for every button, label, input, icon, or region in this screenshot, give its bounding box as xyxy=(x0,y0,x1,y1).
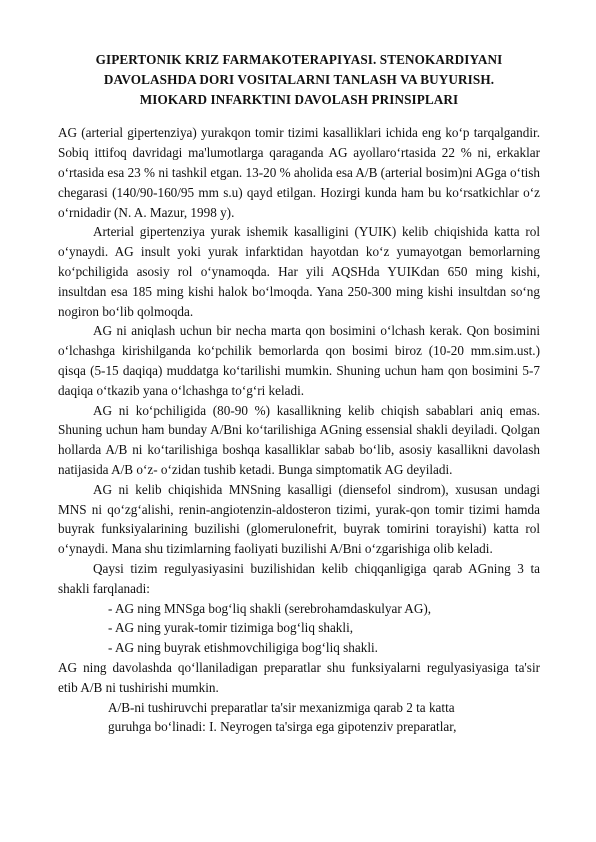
paragraph-mns: AG ni kelib chiqishida MNSning kasalligi (diensefol sindrom), xususan undagi MNS ni qo‘zg‘alishi, renin-angiotenzin-aldosteron tizimi, yurak-qon tomir tizimi hamda buyrak funksiyalarining buzilishi (glomerulonefrit, buyrak tomirini torayishi) katta rol o‘ynaydi. Mana shu tizimlarning faoliyati buzilishi A/Bni o‘zgarishiga olib keladi. xyxy=(58,481,540,557)
closing-line-2: guruhga bo‘linadi: I. Neyrogen ta'sirga ega gipotenziv preparatlar, xyxy=(108,719,457,735)
document-page xyxy=(58,50,540,737)
paragraph-treatment: AG ning davolashda qo‘llaniladigan preparatlar shu funksiyalarni regulyasiyasiga ta'sir etib A/B ni tushirishi mumkin. xyxy=(58,659,540,695)
closing-line-1: A/B-ni tushiruvchi preparatlar ta'sir mexanizmiga qarab 2 ta katta xyxy=(108,699,455,715)
paragraph-essential-ag: AG ni ko‘pchiligida (80-90 %) kasallikning kelib chiqish sabablari aniq emas. Shuning uchun ham bunday A/Bni ko‘tarilishiga AGning essensial shakli deyiladi. Qolgan hollarda A/B ni ko‘tarilishiga boshqa kasalliklar sabab bo‘lib, asosiy kasallikni davolash natijasida A/B o‘z- o‘zidan tushib ketadi. Bunga simptomatik AG deyiladi. xyxy=(58,402,540,477)
page-title xyxy=(58,50,540,109)
list-item: - AG ning yurak-tomir tizimiga bog‘liq shakli, xyxy=(108,620,354,636)
paragraph-intro: AG (arterial gipertenziya) yurakqon tomir tizimi kasalliklari ichida eng ko‘p tarqalgandir. Sobiq ittifoq davridagi ma'lumotlarga qaraganda AG ayollaro‘rtasida 22 % ni, erkaklar o‘rtasida esa 23 % ni tashkil etgan. 13-20 % aholida esa A/B (arterial bosim)ni AGga o‘tish chegarasi (140/90-160/95 mm s.u) qayd etilgan. Hozirgi kunda ham bu ko‘rsatkichlar o‘z o‘rnidadir (N. A. Mazur, 1998 y). xyxy=(58,125,540,220)
paragraph-yuik: Arterial gipertenziya yurak ishemik kasalligini (YUIK) kelib chiqishida katta rol o‘ynaydi. AG insult yoki yurak infarktidan hayotdan ko‘z yumayotgan bemorlarning ko‘pchiligida asosiy rol o‘ynamoqda. Har yili AQSHda YUIKdan 650 ming kishi, insultdan esa 185 ming kishi halok bo‘lmoqda. Yana 250-300 ming kishi insultdan so‘ng nogiron bo‘lib qolmoqda. xyxy=(58,224,540,319)
paragraph-measurement: AG ni aniqlash uchun bir necha marta qon bosimini o‘lchash kerak. Qon bosimini o‘lchashga kirishilganda ko‘pchilik bemorlarda qon bosimi biroz (10-20 mm.sim.ust.) qisqa (5-15 daqiqa) muddatga ko‘tarilishi mumkin. Shuning uchun ham qon bosimini 5-7 daqiqa o‘tkazib yana o‘lchashga to‘g‘ri keladi. xyxy=(58,323,540,398)
title-line-2: DAVOLASHDA DORI VOSITALARNI TANLASH VA BUYURISH. xyxy=(103,71,495,87)
list-item: - AG ning MNSga bog‘liq shakli (serebrohamdaskulyar AG), xyxy=(108,600,432,616)
title-line-3: MIOKARD INFARKTINI DAVOLASH PRINSIPLARI xyxy=(139,91,459,107)
forms-list xyxy=(58,599,540,658)
title-line-1: GIPERTONIK KRIZ FARMAKOTERAPIYASI. STENOKARDIYANI xyxy=(95,52,503,67)
closing-block xyxy=(58,698,540,738)
list-item: - AG ning buyrak etishmovchiligiga bog‘liq shakli. xyxy=(108,640,378,656)
paragraph-forms: Qaysi tizim regulyasiyasini buzilishidan kelib chiqqanligiga qarab AGning 3 ta shakli farqlanadi: xyxy=(58,560,540,596)
